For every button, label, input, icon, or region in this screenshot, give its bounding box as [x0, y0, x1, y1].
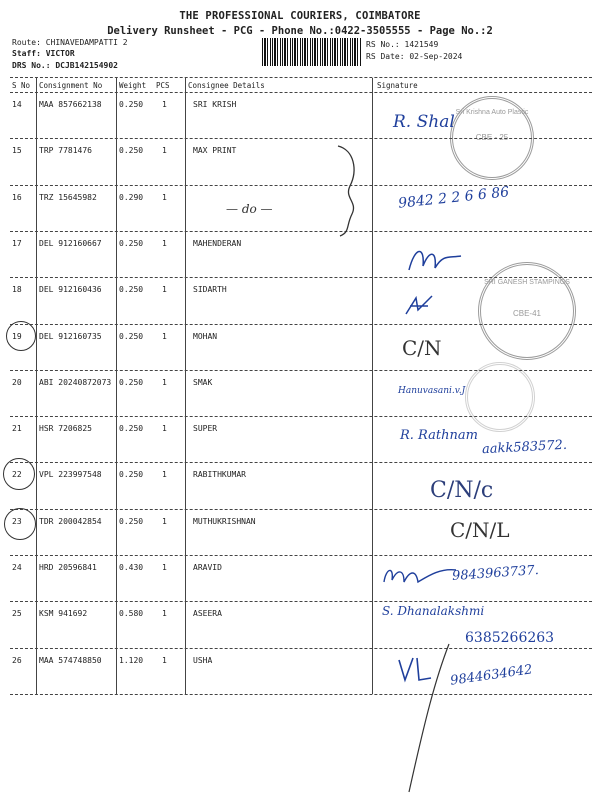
row-sno: 16: [12, 192, 22, 202]
row-pcs: 1: [162, 238, 167, 248]
row-rule: [10, 462, 592, 463]
row-consignee: ARAVID: [193, 563, 222, 572]
drs-line: [12, 61, 118, 70]
row-consignment-no: DEL 912160735: [39, 331, 102, 341]
row-sno: 14: [12, 100, 22, 109]
staff-value: VICTOR: [45, 49, 75, 58]
row-sno: 18: [12, 285, 22, 295]
row-weight: 0.250: [119, 146, 144, 156]
row-sno: 24: [12, 563, 22, 572]
scribble-signature: [395, 652, 435, 686]
pen-circle-mark: [4, 508, 36, 540]
row-pcs: 1: [162, 424, 167, 434]
row-sno: 17: [12, 238, 22, 248]
handwritten-signature: R. Rathnam: [400, 428, 478, 443]
col-header-consignment: Consignment No: [39, 81, 103, 90]
handwritten-signature: R. Shal: [393, 112, 455, 132]
col-header-consignee: Consignee Details: [188, 81, 265, 90]
route-line: [12, 38, 128, 47]
row-consignment-no: KSM 941692: [39, 609, 88, 619]
row-consignee: MUTHUKRISHNAN: [193, 516, 256, 526]
row-weight: 0.250: [119, 331, 144, 341]
row-pcs: 1: [162, 285, 167, 295]
drs-value: DCJB142154902: [55, 61, 118, 70]
row-weight: 0.250: [119, 424, 144, 434]
row-weight: 0.250: [119, 100, 144, 109]
row-pcs: 1: [162, 470, 167, 480]
row-sno: 19: [12, 331, 22, 341]
runsheet-subtitle: Delivery Runsheet - PCG - Phone No.:0422-3505555 - Page No.:2: [107, 25, 493, 37]
row-rule: [10, 231, 592, 232]
company-stamp: [450, 96, 534, 180]
stamp-text: Sri Krishna Auto Plastic: [455, 109, 529, 116]
staff-line: [12, 49, 75, 58]
company-stamp: [478, 262, 576, 360]
row-sno: 21: [12, 424, 22, 434]
row-rule: [10, 509, 592, 510]
row-consignee: MAHENDERAN: [193, 238, 242, 248]
rs-no-value: 1421549: [404, 40, 439, 49]
row-consignee: ASEERA: [193, 609, 222, 619]
row-consignee: MAX PRINT: [193, 146, 237, 156]
route-label: Route:: [12, 38, 41, 47]
row-pcs: 1: [162, 331, 167, 341]
handwritten-phone: 6385266263: [465, 630, 555, 646]
row-weight: 0.580: [119, 609, 144, 619]
ditto-mark: — do —: [226, 202, 273, 216]
row-consignee: SMAK: [193, 377, 213, 387]
rs-no-label: RS No.:: [366, 40, 400, 49]
row-pcs: 1: [162, 563, 167, 572]
row-consignee: RABITHKUMAR: [193, 470, 246, 480]
row-consignment-no: DEL 912160667: [39, 238, 102, 248]
row-consignment-no: TRP 7781476: [39, 146, 92, 156]
row-sno: 22: [12, 470, 22, 480]
row-consignment-no: VPL 223997548: [39, 470, 102, 480]
staff-label: Staff:: [12, 49, 41, 58]
pen-circle-mark: [6, 321, 36, 351]
faint-stamp: [465, 362, 535, 432]
row-consignment-no: ABI 20240872073: [39, 377, 112, 387]
row-weight: 0.250: [119, 238, 144, 248]
row-weight: 1.120: [119, 655, 144, 665]
row-sno: 23: [12, 516, 22, 526]
route-value: CHINAVEDAMPATTI 2: [45, 38, 128, 47]
row-sno: 26: [12, 655, 22, 665]
handwritten-signature: C/N: [402, 336, 442, 360]
handwritten-phone: 9842 2 2 6 6 86: [397, 184, 510, 212]
row-consignment-no: TRZ 15645982: [39, 192, 97, 202]
rs-no-line: [366, 40, 438, 49]
handwritten-signature: Hanuvasani.v.J: [398, 386, 466, 396]
row-weight: 0.430: [119, 563, 144, 572]
company-title: THE PROFESSIONAL COURIERS, COIMBATORE: [179, 10, 421, 22]
row-consignee: SUPER: [193, 424, 218, 434]
col-header-weight: Weight: [119, 81, 147, 90]
row-rule: [10, 601, 592, 602]
row-pcs: 1: [162, 377, 167, 387]
brace-mark: [330, 140, 370, 240]
row-sno: 20: [12, 377, 22, 387]
handwritten-signature: S. Dhanalakshmi: [382, 604, 485, 618]
handwritten-phone: aakk583572.: [481, 437, 568, 458]
row-pcs: 1: [162, 100, 167, 109]
table-top-rule: [10, 77, 592, 78]
rs-date-label: RS Date:: [366, 52, 405, 61]
row-pcs: 1: [162, 655, 167, 665]
row-consignee: USHA: [193, 655, 213, 665]
row-consignment-no: HRD 20596841: [39, 563, 97, 572]
stamp-city: CBE-41: [512, 309, 541, 318]
row-weight: 0.290: [119, 192, 144, 202]
row-pcs: 1: [162, 609, 167, 619]
row-weight: 0.250: [119, 285, 144, 295]
row-consignee: SIDARTH: [193, 285, 227, 295]
row-consignment-no: DEL 912160436: [39, 285, 102, 295]
row-rule: [10, 694, 592, 695]
barcode: [262, 38, 362, 66]
scribble-signature: [405, 240, 465, 280]
drs-label: DRS No.:: [12, 61, 51, 70]
row-weight: 0.250: [119, 470, 144, 480]
row-consignment-no: MAA 857662138: [39, 100, 102, 109]
col-header-pcs: PCS: [156, 81, 170, 90]
scribble-signature: [380, 560, 460, 590]
row-pcs: 1: [162, 146, 167, 156]
col-header-signature: Signature: [377, 81, 418, 90]
row-consignment-no: HSR 7206825: [39, 424, 92, 434]
row-sno: 15: [12, 146, 22, 156]
table-header-rule: [10, 92, 592, 93]
col-header-sno: S No: [12, 81, 31, 90]
row-rule: [10, 555, 592, 556]
handwritten-signature: C/N/c: [430, 478, 494, 503]
row-rule: [10, 648, 592, 649]
stamp-city: CBE - 25: [475, 133, 509, 142]
row-sno: 25: [12, 609, 22, 619]
row-consignment-no: TDR 200042854: [39, 516, 102, 526]
rs-date-line: [366, 52, 462, 61]
stamp-text: SRI GANESH STAMPINGS: [484, 279, 570, 286]
row-consignee: SRI KRISH: [193, 100, 237, 109]
handwritten-phone: 9843963737.: [451, 562, 540, 585]
pen-circle-mark: [3, 458, 35, 490]
row-weight: 0.250: [119, 377, 144, 387]
row-weight: 0.250: [119, 516, 144, 526]
rs-date-value: 02-Sep-2024: [409, 52, 463, 61]
handwritten-phone: 9844634642: [449, 662, 534, 689]
row-pcs: 1: [162, 516, 167, 526]
row-consignment-no: MAA 574748850: [39, 655, 102, 665]
handwritten-signature: C/N/L: [450, 518, 510, 542]
row-consignee: MOHAN: [193, 331, 218, 341]
scribble-signature: [402, 292, 436, 318]
row-pcs: 1: [162, 192, 167, 202]
